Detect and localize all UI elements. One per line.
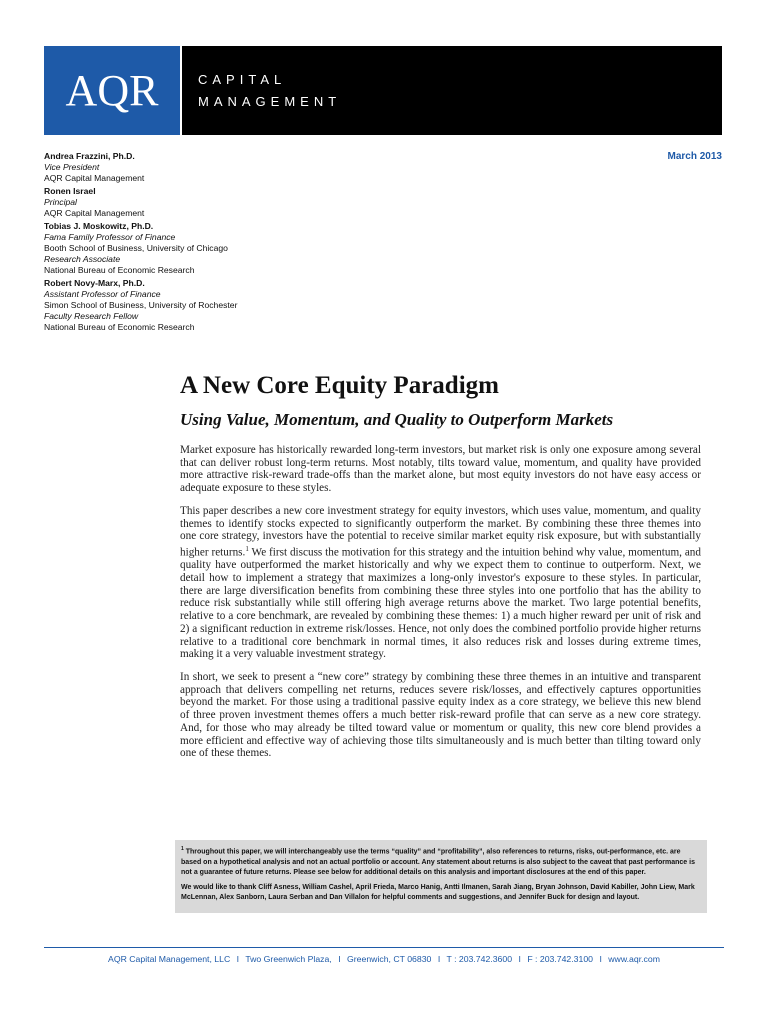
footnote-ref[interactable]: 1 [245, 544, 249, 553]
footer-website-link[interactable]: www.aqr.com [608, 954, 660, 964]
author-title: Assistant Professor of Finance [44, 289, 161, 299]
author-3 [44, 221, 384, 276]
paragraph-2-part-2: We first discuss the motivation for this strategy and the intuition behind why value, momentum, and quality have outperformed the market historically and why we expect them to continue to outperform. Next, we detail how to implement a strategy that maximizes a long-only investor's exposure to these styles. In particular, there are large diversification benefits from combining these three styles into one portfolio that has the ability to reduce risk substantially while still offering high average returns above the market. Two large potential benefits, relative to a core benchmark, are revealed by combining these themes: 1) a much higher reward per unit of risk and 2) a significant reduction in extreme risk/losses. Hence, not only does the combined portfolio provide higher returns relative to a traditional core benchmark in normal times, it also reduces risk and losses during extreme times, making it a very valuable investment strategy. [180, 546, 701, 661]
author-1 [44, 151, 384, 184]
paper-title: A New Core Equity Paradigm [180, 372, 499, 399]
author-affiliation: Simon School of Business, University of Rochester [44, 300, 238, 310]
paragraph-2-part-1: This paper describes a new core investment strategy for equity investors, which uses value, momentum, and quality themes to identify stocks expected to significantly outperform the market. By combining these three themes into one core strategy, investors have the potential to receive similar market equity risk exposure, but with substantially higher returns. [180, 504, 701, 559]
paragraph-1: Market exposure has historically rewarded long-term investors, but market risk is only one exposure among several that can deliver robust long-term returns. Most notably, tilts toward value, momentum, and quality have provided more attractive risk-reward trade-offs than the market alone, but most equity investors do not have easy access or adequate exposure to these styles. [180, 444, 701, 495]
footer-city: Greenwich, CT 06830 [347, 954, 432, 964]
author-affiliation: National Bureau of Economic Research [44, 265, 195, 275]
footer-divider [44, 947, 724, 948]
footer-separator: I [599, 954, 602, 964]
footer-separator: I [338, 954, 341, 964]
logo-divider [180, 46, 182, 135]
author-affiliation: AQR Capital Management [44, 208, 145, 218]
footer-fax: F : 203.742.3100 [527, 954, 594, 964]
footer-address: Two Greenwich Plaza, [245, 954, 332, 964]
author-title: Fama Family Professor of Finance [44, 232, 176, 242]
footnote-marker: 1 [181, 846, 184, 852]
author-4 [44, 278, 384, 333]
author-name: Tobias J. Moskowitz, Ph.D. [44, 221, 154, 231]
publication-date: March 2013 [667, 151, 722, 162]
footer-separator: I [236, 954, 240, 964]
author-2 [44, 186, 384, 219]
author-affiliation: Booth School of Business, University of Chicago [44, 243, 228, 253]
footnote-text: Throughout this paper, we will interchangeably use the terms “quality” and “profitability”, also references to returns, risks, out-performance, etc. are based on a hypothetical analysis and not an actual portfolio or account. Any statement about returns is also subject to the caveat that past performance is not a guarantee of future returns. Please see below for additional details on this analysis and important disclosures at the end of this paper. [181, 848, 695, 877]
author-list [44, 151, 384, 335]
paragraph-2 [180, 505, 701, 661]
author-title: Research Associate [44, 254, 121, 264]
author-name: Andrea Frazzini, Ph.D. [44, 151, 135, 161]
author-title: Principal [44, 197, 77, 207]
author-name: Robert Novy-Marx, Ph.D. [44, 278, 145, 288]
paragraph-3: In short, we seek to present a “new core” strategy by combining these three themes in an intuitive and transparent approach that delivers compelling net returns, reduces severe risk/losses, and effectively captures opportunities beyond the market. For those using a traditional passive equity index as a core strategy, we believe this new blend of three proven investment themes offers a much better risk-reward profile that can serve as a new core strategy. And, for those who may already be tilted toward value or momentum or quality, this new core blend provides a more efficient and effective way of achieving those tilts simultaneously and is much better than tilting toward only one of these themes. [180, 670, 701, 760]
header-banner [44, 46, 722, 135]
footer-separator: I [518, 954, 521, 964]
footer-company: AQR Capital Management, LLC [108, 954, 231, 964]
acknowledgements: We would like to thank Cliff Asness, William Cashel, April Frieda, Marco Hanig, Antti Ilmanen, Sarah Jiang, Bryan Johnson, David Kabiller, John Liew, Mark McLennan, Alex Sanborn, Laura Serban and Dan Villalon for helpful comments and suggestions, and Jennifer Buck for design and layout. [181, 883, 695, 902]
brand-line-management: MANAGEMENT [198, 94, 342, 109]
author-name: Ronen Israel [44, 186, 96, 196]
footnote-box [175, 840, 707, 913]
logo-box [44, 46, 180, 135]
footer-phone: T : 203.742.3600 [446, 954, 513, 964]
body-text [180, 444, 701, 770]
footer [44, 954, 724, 964]
logo: AQR [65, 65, 159, 115]
author-affiliation: National Bureau of Economic Research [44, 322, 195, 332]
footer-separator: I [437, 954, 441, 964]
author-affiliation: AQR Capital Management [44, 173, 145, 183]
author-title: Vice President [44, 162, 100, 172]
paper-subtitle: Using Value, Momentum, and Quality to Outperform Markets [180, 410, 614, 429]
brand-line-capital: CAPITAL [198, 72, 287, 87]
author-title: Faculty Research Fellow [44, 311, 139, 321]
footnote-1 [181, 844, 701, 879]
